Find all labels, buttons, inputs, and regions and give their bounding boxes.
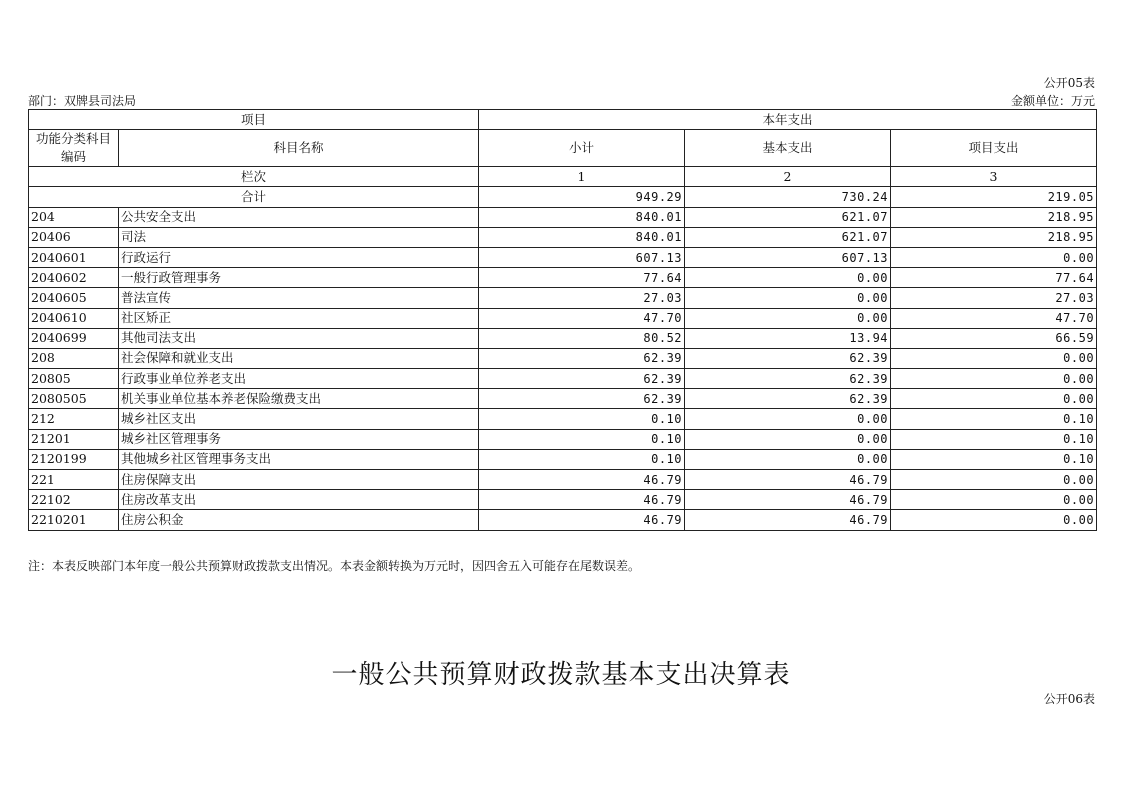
row-project: 0.00: [891, 369, 1097, 389]
row-code: 2210201: [29, 510, 119, 530]
row-code: 21201: [29, 429, 119, 449]
row-subtotal: 840.01: [479, 207, 685, 227]
row-project: 0.00: [891, 348, 1097, 368]
table-row: [29, 207, 1097, 227]
expense-table: [28, 109, 1097, 531]
row-code: 212: [29, 409, 119, 429]
row-code: 2040602: [29, 268, 119, 288]
row-name: 司法: [119, 227, 479, 247]
table-row: [29, 369, 1097, 389]
row-name: 住房公积金: [119, 510, 479, 530]
row-basic: 0.00: [685, 288, 891, 308]
table-body: [29, 207, 1097, 530]
row-basic: 0.00: [685, 409, 891, 429]
row-name: 行政事业单位养老支出: [119, 369, 479, 389]
row-project: 0.00: [891, 389, 1097, 409]
header-current-year-expense: 本年支出: [479, 110, 1097, 130]
table-row: [29, 227, 1097, 247]
total-label: 合计: [29, 187, 479, 207]
table-row: [29, 409, 1097, 429]
total-basic: 730.24: [685, 187, 891, 207]
row-name: 一般行政管理事务: [119, 268, 479, 288]
row-name: 社会保障和就业支出: [119, 348, 479, 368]
table-row: [29, 328, 1097, 348]
row-subtotal: 46.79: [479, 490, 685, 510]
row-basic: 46.79: [685, 490, 891, 510]
row-name: 行政运行: [119, 247, 479, 267]
row-code: 2040610: [29, 308, 119, 328]
row-subtotal: 0.10: [479, 429, 685, 449]
row-subtotal: 46.79: [479, 510, 685, 530]
row-name: 普法宣传: [119, 288, 479, 308]
row-subtotal: 607.13: [479, 247, 685, 267]
row-basic: 62.39: [685, 389, 891, 409]
row-basic: 0.00: [685, 429, 891, 449]
next-table-tag: 公开06表: [1043, 692, 1095, 706]
row-code: 2040699: [29, 328, 119, 348]
table-header: [29, 110, 1097, 208]
row-project: 0.10: [891, 449, 1097, 469]
row-name: 公共安全支出: [119, 207, 479, 227]
row-project: 0.00: [891, 490, 1097, 510]
header-basic-expense: 基本支出: [685, 130, 891, 167]
row-subtotal: 46.79: [479, 470, 685, 490]
row-code: 20406: [29, 227, 119, 247]
row-code: 2120199: [29, 449, 119, 469]
row-basic: 607.13: [685, 247, 891, 267]
row-name: 城乡社区支出: [119, 409, 479, 429]
row-basic: 62.39: [685, 348, 891, 368]
row-basic: 621.07: [685, 207, 891, 227]
row-code: 2040601: [29, 247, 119, 267]
row-basic: 0.00: [685, 268, 891, 288]
row-subtotal: 840.01: [479, 227, 685, 247]
footnote: 注：本表反映部门本年度一般公共预算财政拨款支出情况。本表金额转换为万元时，因四舍五入可能存在尾数误差。: [28, 559, 641, 573]
total-project: 219.05: [891, 187, 1097, 207]
row-basic: 62.39: [685, 369, 891, 389]
row-basic: 0.00: [685, 308, 891, 328]
row-project: 47.70: [891, 308, 1097, 328]
header-project-expense: 项目支出: [891, 130, 1097, 167]
header-col-2: 2: [685, 167, 891, 187]
table-row: [29, 490, 1097, 510]
row-subtotal: 0.10: [479, 449, 685, 469]
header-project: 项目: [29, 110, 479, 130]
table-row: [29, 308, 1097, 328]
row-name: 社区矫正: [119, 308, 479, 328]
table-row: [29, 470, 1097, 490]
row-basic: 46.79: [685, 510, 891, 530]
row-project: 0.00: [891, 510, 1097, 530]
header-subject-name: 科目名称: [119, 130, 479, 167]
row-subtotal: 62.39: [479, 389, 685, 409]
header-subtotal: 小计: [479, 130, 685, 167]
row-project: 218.95: [891, 227, 1097, 247]
header-col-3: 3: [891, 167, 1097, 187]
row-basic: 13.94: [685, 328, 891, 348]
row-project: 0.10: [891, 429, 1097, 449]
row-basic: 0.00: [685, 449, 891, 469]
row-code: 204: [29, 207, 119, 227]
row-subtotal: 77.64: [479, 268, 685, 288]
row-subtotal: 0.10: [479, 409, 685, 429]
table-row: [29, 348, 1097, 368]
row-subtotal: 62.39: [479, 348, 685, 368]
row-code: 22102: [29, 490, 119, 510]
row-project: 66.59: [891, 328, 1097, 348]
row-subtotal: 62.39: [479, 369, 685, 389]
table-row: [29, 268, 1097, 288]
table-row: [29, 247, 1097, 267]
row-name: 机关事业单位基本养老保险缴费支出: [119, 389, 479, 409]
header-col-1: 1: [479, 167, 685, 187]
row-code: 2040605: [29, 288, 119, 308]
row-project: 0.00: [891, 470, 1097, 490]
next-section-title: 一般公共预算财政拨款基本支出决算表: [331, 660, 791, 690]
row-name: 其他司法支出: [119, 328, 479, 348]
table-row: [29, 510, 1097, 530]
table-row: [29, 389, 1097, 409]
row-basic: 621.07: [685, 227, 891, 247]
total-subtotal: 949.29: [479, 187, 685, 207]
row-code: 221: [29, 470, 119, 490]
table-row: [29, 288, 1097, 308]
header-func-code: 功能分类科目编码: [29, 130, 119, 167]
row-project: 0.00: [891, 247, 1097, 267]
header-col-index: 栏次: [29, 167, 479, 187]
row-subtotal: 27.03: [479, 288, 685, 308]
row-name: 住房保障支出: [119, 470, 479, 490]
department-label: 部门：双牌县司法局: [28, 94, 137, 108]
table-tag: 公开05表: [1043, 76, 1095, 90]
row-subtotal: 80.52: [479, 328, 685, 348]
row-basic: 46.79: [685, 470, 891, 490]
row-name: 住房改革支出: [119, 490, 479, 510]
row-code: 2080505: [29, 389, 119, 409]
row-subtotal: 47.70: [479, 308, 685, 328]
row-project: 218.95: [891, 207, 1097, 227]
row-project: 77.64: [891, 268, 1097, 288]
row-project: 0.10: [891, 409, 1097, 429]
row-code: 20805: [29, 369, 119, 389]
row-name: 其他城乡社区管理事务支出: [119, 449, 479, 469]
row-name: 城乡社区管理事务: [119, 429, 479, 449]
table-row: [29, 429, 1097, 449]
table-row: [29, 449, 1097, 469]
unit-label: 金额单位：万元: [1010, 94, 1095, 108]
row-project: 27.03: [891, 288, 1097, 308]
row-code: 208: [29, 348, 119, 368]
